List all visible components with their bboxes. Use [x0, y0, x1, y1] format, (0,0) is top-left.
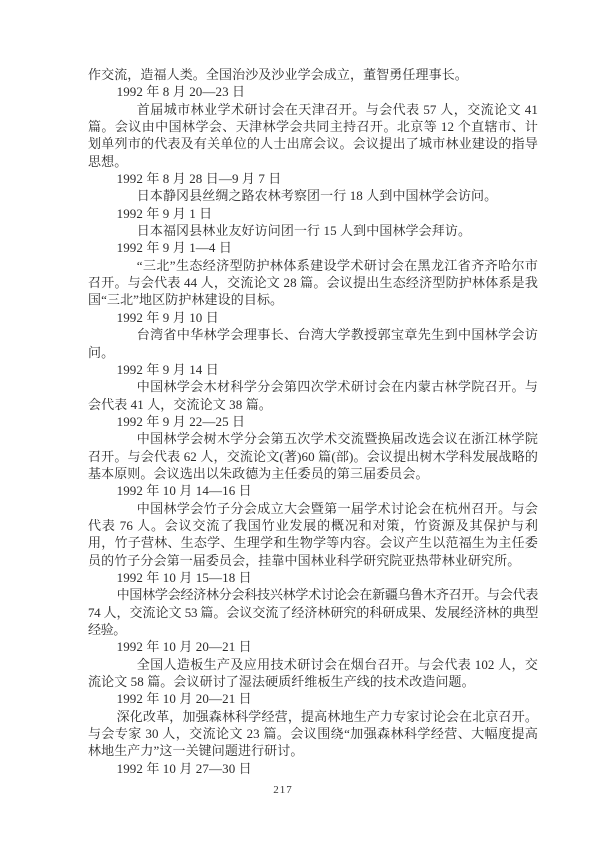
- event-paragraph: 首届城市林业学术研讨会在天津召开。与会代表 57 人，交流论文 41 篇。会议由中国林学会、天津林学会共同主持召开。北京等 12 个直辖市、计划单列市的代表及有关单位的人士出席会议。会议提出了城市林业建设的指导思想。: [88, 101, 538, 169]
- event-paragraph: 深化改革，加强森林科学经营，提高林地生产力专家讨论会在北京召开。与会专家 30 人，交流论文 23 篇。会议围绕“加强森林科学经营、大幅度提高林地生产力”这一关键问题进行研讨。: [88, 708, 538, 759]
- text-block: [88, 66, 538, 777]
- event-paragraph: 全国人造板生产及应用技术研讨会在烟台召开。与会代表 102 人，交流论文 58 篇。会议研讨了湿法硬质纤维板生产线的技术改造问题。: [88, 656, 538, 690]
- date-line: 1992 年 10 月 20—21 日: [116, 691, 252, 707]
- date-line: 1992 年 8 月 20—23 日: [116, 84, 246, 100]
- event-paragraph: 中国林学会竹子分会成立大会暨第一届学术讨论会在杭州召开。与会代表 76 人。会议交流了我国竹业发展的概况和对策，竹资源及其保护与利用，竹子营林、生态学、生理学和生物学等内容。会议产生以范福生为主任委员的竹子分会第一届委员会，挂靠中国林业科学研究院亚热带林业研究所。: [88, 500, 538, 568]
- page-number: 217: [273, 784, 293, 796]
- date-line: 1992 年 9 月 22—25 日: [116, 413, 246, 429]
- date-line: 1992 年 10 月 14—16 日: [116, 483, 252, 499]
- date-line: 1992 年 10 月 27—30 日: [116, 760, 252, 776]
- date-line: 1992 年 9 月 10 日: [116, 309, 219, 325]
- date-line: 1992 年 8 月 28 日—9 月 7 日: [116, 171, 282, 187]
- event-paragraph: 中国林学会木材科学分会第四次学术研讨会在内蒙古林学院召开。与会代表 41 人，交流论文 38 篇。: [88, 379, 538, 412]
- date-line: 1992 年 9 月 14 日: [116, 361, 219, 377]
- event-paragraph: 中国林学会经济林分会科技兴林学术讨论会在新疆乌鲁木齐召开。与会代表 74 人，交流论文 53 篇。会议交流了经济林研究的科研成果、发展经济林的典型经验。: [88, 587, 538, 637]
- event-paragraph: “三北”生态经济型防护林体系建设学术研讨会在黑龙江省齐齐哈尔市召开。与会代表 44 人，交流论文 28 篇。会议提出生态经济型防护林体系是我国“三北”地区防护林建设的目标。: [88, 257, 538, 308]
- event-paragraph: 日本静冈县丝绸之路农林考察团一行 18 人到中国林学会访问。: [136, 188, 498, 204]
- event-paragraph: 台湾省中华林学会理事长、台湾大学教授郭宝章先生到中国林学会访问。: [88, 327, 538, 360]
- event-paragraph: 日本福冈县林业友好访问团一行 15 人到中国林学会拜访。: [136, 223, 472, 239]
- continuation-paragraph: 作交流，造福人类。全国治沙及沙业学会成立，董智勇任理事长。: [88, 67, 468, 82]
- event-paragraph: 中国林学会树木学分会第五次学术交流暨换届改选会议在浙江林学院召开。与会代表 62 人，交流论文(著)60 篇(部)。会议提出树木学科发展战略的基本原则。会议选出以朱政德为主任委员的第三届委员会。: [88, 431, 538, 481]
- date-line: 1992 年 10 月 15—18 日: [116, 569, 252, 585]
- date-line: 1992 年 9 月 1 日: [116, 205, 213, 221]
- date-line: 1992 年 10 月 20—21 日: [116, 639, 252, 655]
- date-line: 1992 年 9 月 1—4 日: [116, 240, 232, 256]
